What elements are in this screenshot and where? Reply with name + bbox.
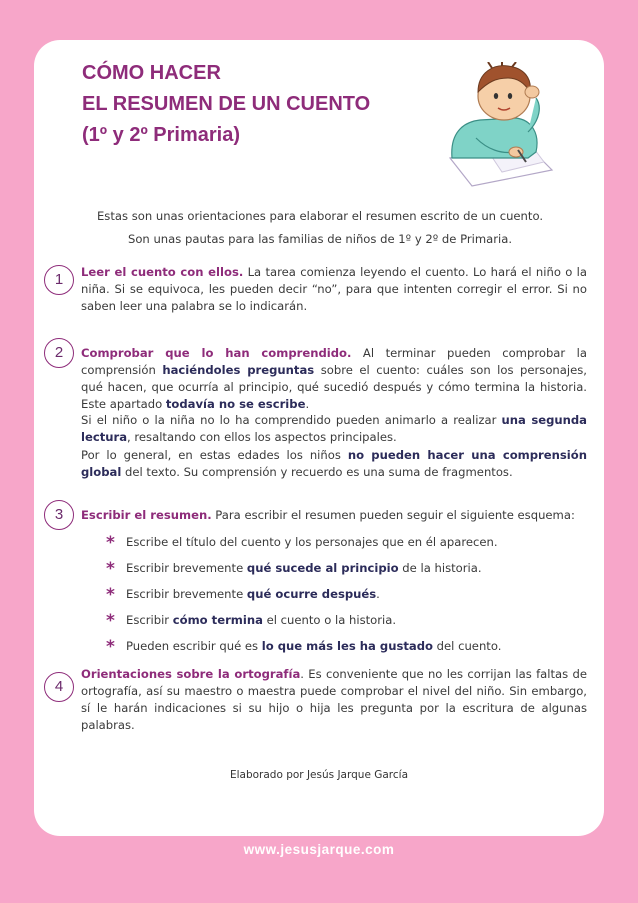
step-2-heading: Comprobar que lo han comprendido. bbox=[81, 346, 352, 360]
bullet-bold: cómo termina bbox=[172, 613, 263, 627]
bullet-text: Escribir bbox=[126, 613, 173, 627]
boy-writing-illustration bbox=[432, 62, 564, 188]
step-4-heading: Orientaciones sobre la ortografía bbox=[81, 667, 301, 681]
step-4-number: 4 bbox=[44, 672, 74, 702]
step-4-paragraph bbox=[81, 666, 587, 734]
step-2-p2-bold: una segunda lectura bbox=[81, 413, 588, 444]
bullet-text-end: del cuento. bbox=[433, 639, 502, 653]
title-line-1: CÓMO HACER bbox=[82, 62, 221, 84]
bullet-item bbox=[106, 585, 380, 605]
step-2-paragraph-1 bbox=[81, 345, 587, 413]
author-credit: Elaborado por Jesús Jarque García bbox=[229, 769, 409, 781]
page-title bbox=[82, 58, 370, 151]
step-2-paragraph-3 bbox=[81, 447, 587, 481]
footer-url-link[interactable]: www.jesusjarque.com bbox=[243, 842, 395, 857]
step-2-paragraph-2 bbox=[81, 412, 587, 446]
step-1-paragraph bbox=[81, 264, 587, 315]
bullet-item bbox=[106, 533, 498, 553]
step-1-text: La tarea comienza leyendo el cuento. Lo hará el niño o la niña. Si se equivoca, les pueden decir “no”, para que intenten corregir el error. Si no saben leer una palabra se lo indicarán. bbox=[81, 265, 587, 313]
step-3-text: Para escribir el resumen pueden seguir el siguiente esquema: bbox=[211, 508, 575, 522]
step-3-number: 3 bbox=[44, 500, 74, 530]
title-line-3: (1º y 2º Primaria) bbox=[82, 124, 241, 146]
bullet-item bbox=[106, 611, 397, 631]
step-4-text: . Es conveniente que no les corrijan las faltas de ortografía, así su maestro o maestra puede comprobar el nivel del niño. Sin embargo, sí le harán indicaciones si su hijo o hija les pregunta por la escritura de algunas palabras. bbox=[81, 667, 587, 732]
step-2-number: 2 bbox=[44, 338, 74, 368]
bullet-text-end: el cuento o la historia. bbox=[262, 613, 397, 627]
step-2-p3-text-a: Por lo general, en estas edades los niños bbox=[81, 448, 348, 462]
step-2-p3-text-b: del texto. Su comprensión y recuerdo es una suma de fragmentos. bbox=[121, 465, 513, 479]
intro-line-1: Estas son unas orientaciones para elaborar el resumen escrito de un cuento. bbox=[96, 209, 544, 223]
step-2-text-b: sobre el cuento: cuáles son los personajes, qué hacen, que ocurría al principio, qué sucedió después y cómo termina la historia. Este apartado bbox=[81, 363, 587, 411]
bullet-item bbox=[106, 637, 502, 657]
step-2-text-c: . bbox=[305, 397, 310, 411]
step-2-p3-bold: no pueden hacer una comprensión global bbox=[81, 448, 587, 479]
star-icon: * bbox=[106, 637, 115, 657]
bullet-text: Escribe el título del cuento y los personajes que en él aparecen. bbox=[126, 535, 498, 549]
bullet-text-end: de la historia. bbox=[398, 561, 482, 575]
intro-line-2: Son unas pautas para las familias de niños de 1º y 2º de Primaria. bbox=[127, 232, 513, 246]
step-2-p2-text-b: , resaltando con ellos los aspectos principales. bbox=[127, 430, 397, 444]
bullet-bold: qué ocurre después bbox=[246, 587, 377, 601]
star-icon: * bbox=[106, 559, 115, 579]
step-2-bold-a: haciéndoles preguntas bbox=[162, 363, 315, 377]
bullet-text: Escribir brevemente bbox=[126, 587, 247, 601]
step-2-text-a: Al terminar pueden comprobar la comprensión bbox=[81, 346, 587, 377]
bullet-text: Pueden escribir qué es bbox=[126, 639, 262, 653]
bullet-text-end: . bbox=[376, 587, 380, 601]
star-icon: * bbox=[106, 585, 115, 605]
bullet-bold: qué sucede al principio bbox=[246, 561, 399, 575]
step-3-paragraph bbox=[81, 507, 587, 524]
step-2-bold-b: todavía no se escribe bbox=[165, 397, 306, 411]
star-icon: * bbox=[106, 611, 115, 631]
step-3-heading: Escribir el resumen. bbox=[81, 508, 212, 522]
step-1-heading: Leer el cuento con ellos. bbox=[81, 265, 244, 279]
step-2-p2-text-a: Si el niño o la niña no lo ha comprendido pueden animarlo a realizar bbox=[81, 413, 502, 427]
step-1-number: 1 bbox=[44, 265, 74, 295]
star-icon: * bbox=[106, 533, 115, 553]
title-line-2: EL RESUMEN DE UN CUENTO bbox=[82, 93, 371, 115]
bullet-text: Escribir brevemente bbox=[126, 561, 247, 575]
bullet-item bbox=[106, 559, 482, 579]
bullet-bold: lo que más les ha gustado bbox=[261, 639, 433, 653]
